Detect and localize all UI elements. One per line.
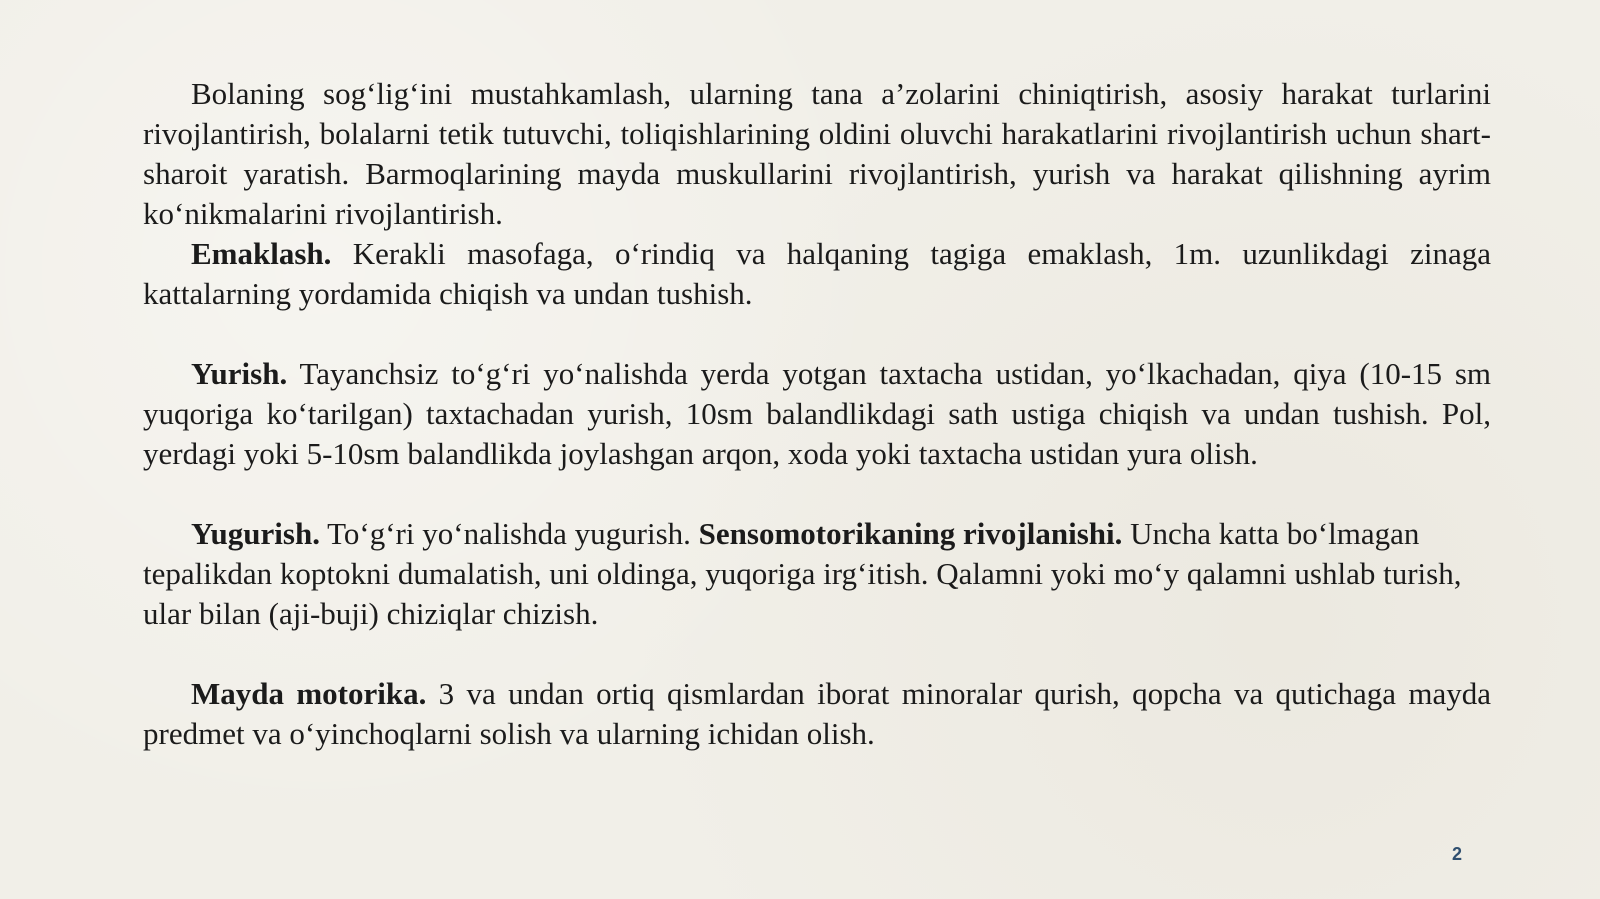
paragraph-yurish: [143, 354, 1491, 474]
paragraph-mayda-motorika-text: 3 va undan ortiq qismlardan iborat minoralar qurish, qopcha va qutichaga mayda predmet va o‘yinchoqlarni solish va ularning ichidan olish.: [143, 676, 1491, 751]
paragraph-yugurish-heading: Yugurish.: [191, 516, 320, 551]
paragraph-emaklash: [143, 234, 1491, 314]
paragraph-gap: [143, 634, 1491, 674]
paragraph-yurish-text: Tayanchsiz to‘g‘ri yo‘nalishda yerda yotgan taxtacha ustidan, yo‘lkachadan, qiya (10-15 sm yuqoriga ko‘tarilgan) taxtachadan yurish, 10sm balandlikdagi sath ustiga chiqish va undan tushish. Pol, yerdagi yoki 5-10sm balandlikda joylashgan arqon, xoda yoki taxtacha ustidan yura olish.: [143, 356, 1491, 471]
paragraph-gap: [143, 474, 1491, 514]
slide-body-text: [143, 74, 1491, 754]
paragraph-intro: [143, 74, 1491, 234]
paragraph-yurish-heading: Yurish.: [191, 356, 288, 391]
paragraph-yugurish-text: To‘g‘ri yo‘nalishda yugurish.: [319, 516, 699, 551]
page-number: 2: [1451, 844, 1462, 864]
paragraph-emaklash-heading: Emaklash.: [191, 236, 332, 271]
paragraph-yugurish: [143, 514, 1491, 634]
paragraph-sensomotorika-heading: Sensomotorikaning rivojlanishi.: [698, 516, 1123, 551]
paragraph-sensomotorika-text: Uncha katta bo‘lmagan tepalikdan koptokni dumalatish, uni oldinga, yuqoriga irg‘itish. Qalamni yoki mo‘y qalamni ushlab turish, ular bilan (aji-buji) chiziqlar chizish.: [143, 516, 1462, 631]
paragraph-gap: [143, 314, 1491, 354]
paragraph-mayda-motorika-heading: Mayda motorika.: [191, 676, 427, 711]
paragraph-mayda-motorika: [143, 674, 1491, 754]
paragraph-intro-text: Bolaning sog‘lig‘ini mustahkamlash, ularning tana a’zolarini chiniqtirish, asosiy harakat turlarini rivojlantirish, bolalarni tetik tutuvchi, toliqishlarining oldini oluvchi harakatlarini rivojlantirish uchun shart-sharoit yaratish. Barmoqlarining mayda muskullarini rivojlantirish, yurish va harakat qilishning ayrim ko‘nikmalarini rivojlantirish.: [143, 76, 1491, 231]
paragraph-emaklash-text: Kerakli masofaga, o‘rindiq va halqaning tagiga emaklash, 1m. uzunlikdagi zinaga kattalarning yordamida chiqish va undan tushish.: [143, 236, 1491, 311]
